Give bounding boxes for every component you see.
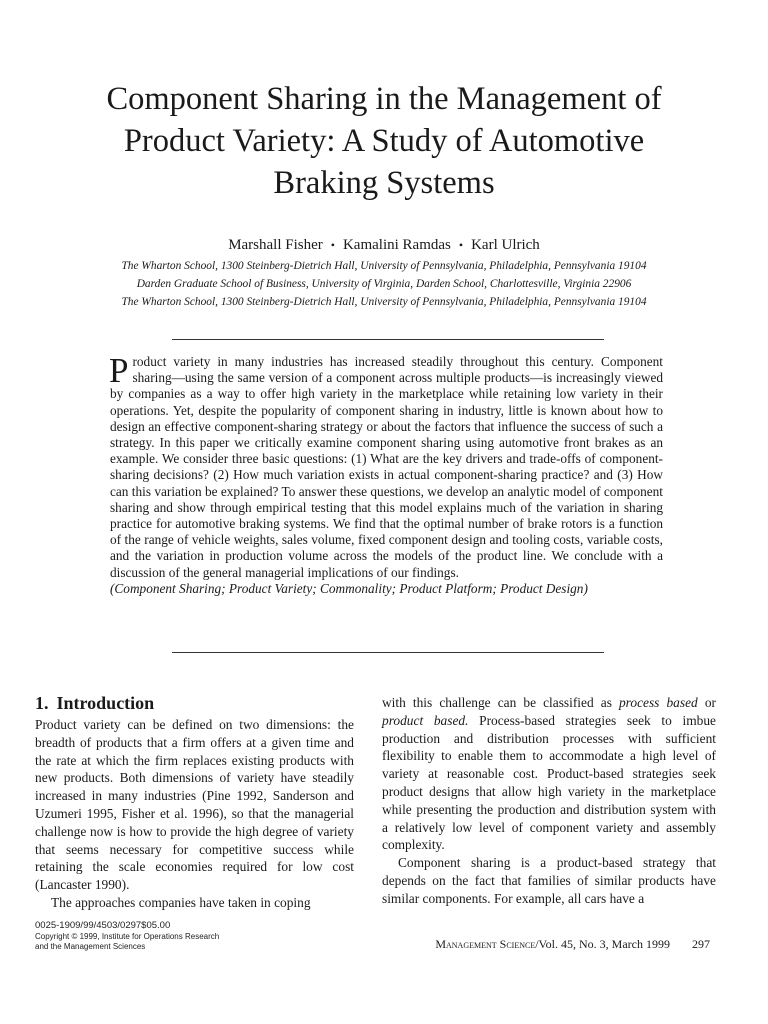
abstract-top-rule — [172, 339, 604, 340]
author-name: Marshall Fisher — [228, 237, 323, 253]
title-line: Product Variety: A Study of Automotive — [123, 123, 645, 159]
issn-code: 0025-1909/99/4503/0297$05.00 — [35, 920, 171, 931]
left-column — [35, 692, 354, 912]
abstract-dropcap: P — [109, 351, 129, 390]
body-paragraph — [382, 694, 716, 854]
section-heading — [35, 692, 354, 714]
affiliation: The Wharton School, 1300 Steinberg-Dietrich Hall, University of Pennsylvania, Philadelphia, Pennsylvania 19104 — [121, 260, 647, 272]
author-list — [0, 235, 768, 255]
body-paragraph: The approaches companies have taken in coping — [51, 894, 311, 910]
text-run: with this challenge can be classified as — [382, 695, 619, 710]
author-name: Kamalini Ramdas — [342, 237, 451, 253]
affiliation: The Wharton School, 1300 Steinberg-Dietrich Hall, University of Pennsylvania, Philadelphia, Pennsylvania 19104 — [121, 296, 647, 308]
abstract-keywords: (Component Sharing; Product Variety; Commonality; Product Platform; Product Design) — [110, 580, 588, 596]
abstract-text: roduct variety in many industries has increased steadily throughout this century. Component sharing—using the same version of a component across multiple products—is increasingly viewed by companies as a way to offer high variety in the marketplace while retaining low variety in their operations. Yet, despite the popularity of component sharing in industry, little is known about how to design an effective component-sharing strategy or about the factors that influence the success of such a strategy. In this paper we critically examine component sharing using automotive front brakes as an example. We consider three basic questions: (1) What are the key drivers and trade-offs of component-sharing decisions? (2) How much variation exists in actual component-sharing practice? and (3) How can this variation be explained? To answer these questions, we develop an analytic model of component sharing and show through empirical testing that this model explains much of the variation in sharing practice for automotive braking systems. We find that the optimal number of brake rotors is a function of the range of vehicle weights, sales volume, fixed component design and tooling costs, variable costs, and the variation in production volume across the models of the product line. We conclude with a discussion of the general managerial implications of our findings. — [110, 354, 663, 580]
page-footer — [435, 937, 710, 951]
emphasis-term: process based — [618, 695, 698, 710]
title-line: Braking Systems — [273, 165, 495, 201]
author-separator: • — [330, 238, 335, 252]
abstract-bottom-rule — [172, 652, 604, 653]
abstract — [109, 351, 663, 597]
section-number: 1. — [35, 693, 49, 713]
journal-name: Management Science — [435, 937, 536, 951]
copyright-line: and the Management Sciences — [35, 941, 146, 951]
page-number: 297 — [692, 937, 710, 951]
text-run: Process-based strategies seek to imbue production and distribution processes with sufficient flexibility to enable them to accommodate a high level of variety at reasonable cost. Product-based strategies seek product designs that allow high variety in the marketplace while presenting the production and distribution system with a relatively low level of component variety and assembly complexity. — [382, 712, 716, 853]
section-title: Introduction — [56, 693, 155, 713]
right-column — [382, 694, 716, 908]
title-line: Component Sharing in the Management of — [106, 81, 662, 117]
copyright-footnote — [35, 920, 335, 951]
emphasis-term: product based. — [382, 712, 469, 728]
paper-title — [40, 78, 728, 204]
text-run: or — [697, 695, 716, 710]
author-name: Karl Ulrich — [471, 237, 540, 253]
affiliation-list — [40, 257, 728, 311]
affiliation: Darden Graduate School of Business, University of Virginia, Darden School, Charlottesville, Virginia 22906 — [136, 278, 632, 290]
body-paragraph: Product variety can be defined on two dimensions: the breadth of products that a firm offers at a given time and the rate at which the firm replaces existing products with new products. Both dimensions of variety have steadily increased in many industries (Pine 1992, Sanderson and Uzumeri 1995, Fisher et al. 1996), so that the managerial challenge now is how to provide the high degree of variety that seems necessary for competitive success while retaining the scale economies required for low cost (Lancaster 1990). — [35, 717, 354, 893]
body-paragraph: Component sharing is a product-based strategy that depends on the fact that families of similar products have similar components. For example, all cars have a — [382, 855, 716, 906]
author-separator: • — [458, 238, 464, 252]
journal-issue: /Vol. 45, No. 3, March 1999 — [535, 937, 670, 951]
copyright-line: Copyright © 1999, Institute for Operations Research — [35, 932, 220, 941]
